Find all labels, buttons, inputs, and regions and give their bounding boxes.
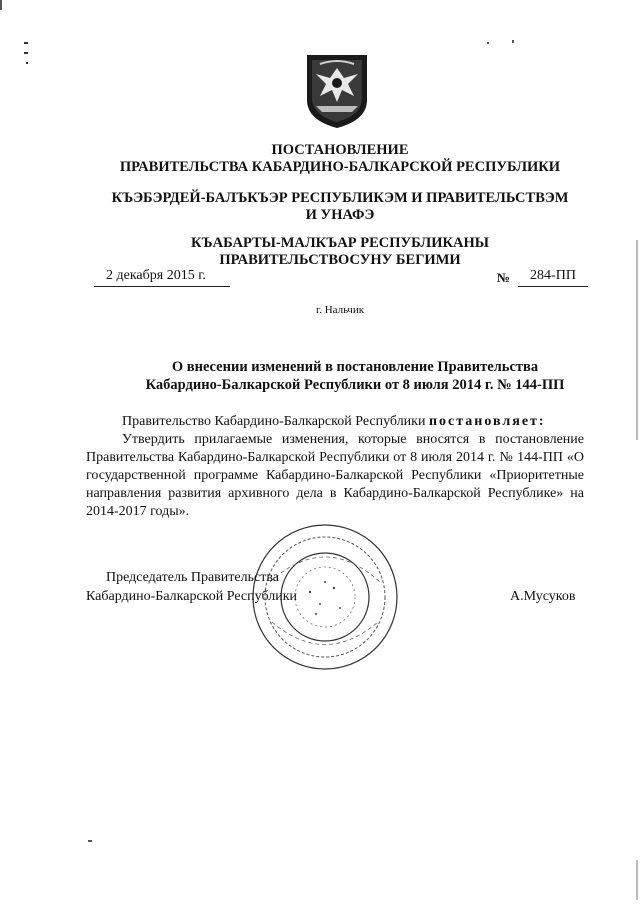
coat-of-arms-emblem [302, 50, 372, 130]
signatory-title-line-1: Председатель Правительства [106, 570, 279, 585]
subject-line-1: О внесении изменений в постановление Правительства [171, 359, 539, 375]
resolution-body: Утвердить прилагаемые изменения, которые вносятся в постановление Правительства Кабардино-Балкарской Республики от 8 июля 2014 г. № 144-ПП «О государственной программе Кабардино-Балкарской Республики «Приоритетные направления развития архивного дела в Кабардино-Балкарской Республике» на 2014-2017 годы». [86, 432, 584, 519]
subject-line-2: Кабардино-Балкарской Республики от 8 июля 2014 г. № 144-ПП [145, 377, 565, 393]
resolution-verb: постановляет: [428, 414, 546, 429]
signatory-name: А.Мусуков [510, 589, 576, 604]
header-government-kabardian: КЪЭБЭРДЕЙ-БАЛЪКЪЭР РЕСПУБЛИКЭМ И ПРАВИТЕЛЬСТВЭМ И УНАФЭ [111, 190, 569, 223]
header-government-balkar: КЪАБАРТЫ-МАЛКЪАР РЕСПУБЛИКАНЫ ПРАВИТЕЛЬСТВОСУНУ БЕГИМИ [191, 235, 489, 268]
document-date: 2 декабря 2015 г. [94, 268, 230, 287]
header-government-ru: ПРАВИТЕЛЬСТВА КАБАРДИНО-БАЛКАРСКОЙ РЕСПУБЛИКИ [119, 159, 561, 175]
number-label: № [497, 270, 511, 285]
document-city: г. Нальчик [315, 304, 365, 316]
resolution-intro [86, 413, 584, 431]
signatory-title-line-2: Кабардино-Балкарской Республики [86, 589, 297, 604]
header-title: ПОСТАНОВЛЕНИЕ [271, 142, 409, 158]
document-number: 284-ПП [518, 268, 588, 287]
resolution-intro-text: Правительство Кабардино-Балкарской Республики [122, 414, 426, 429]
